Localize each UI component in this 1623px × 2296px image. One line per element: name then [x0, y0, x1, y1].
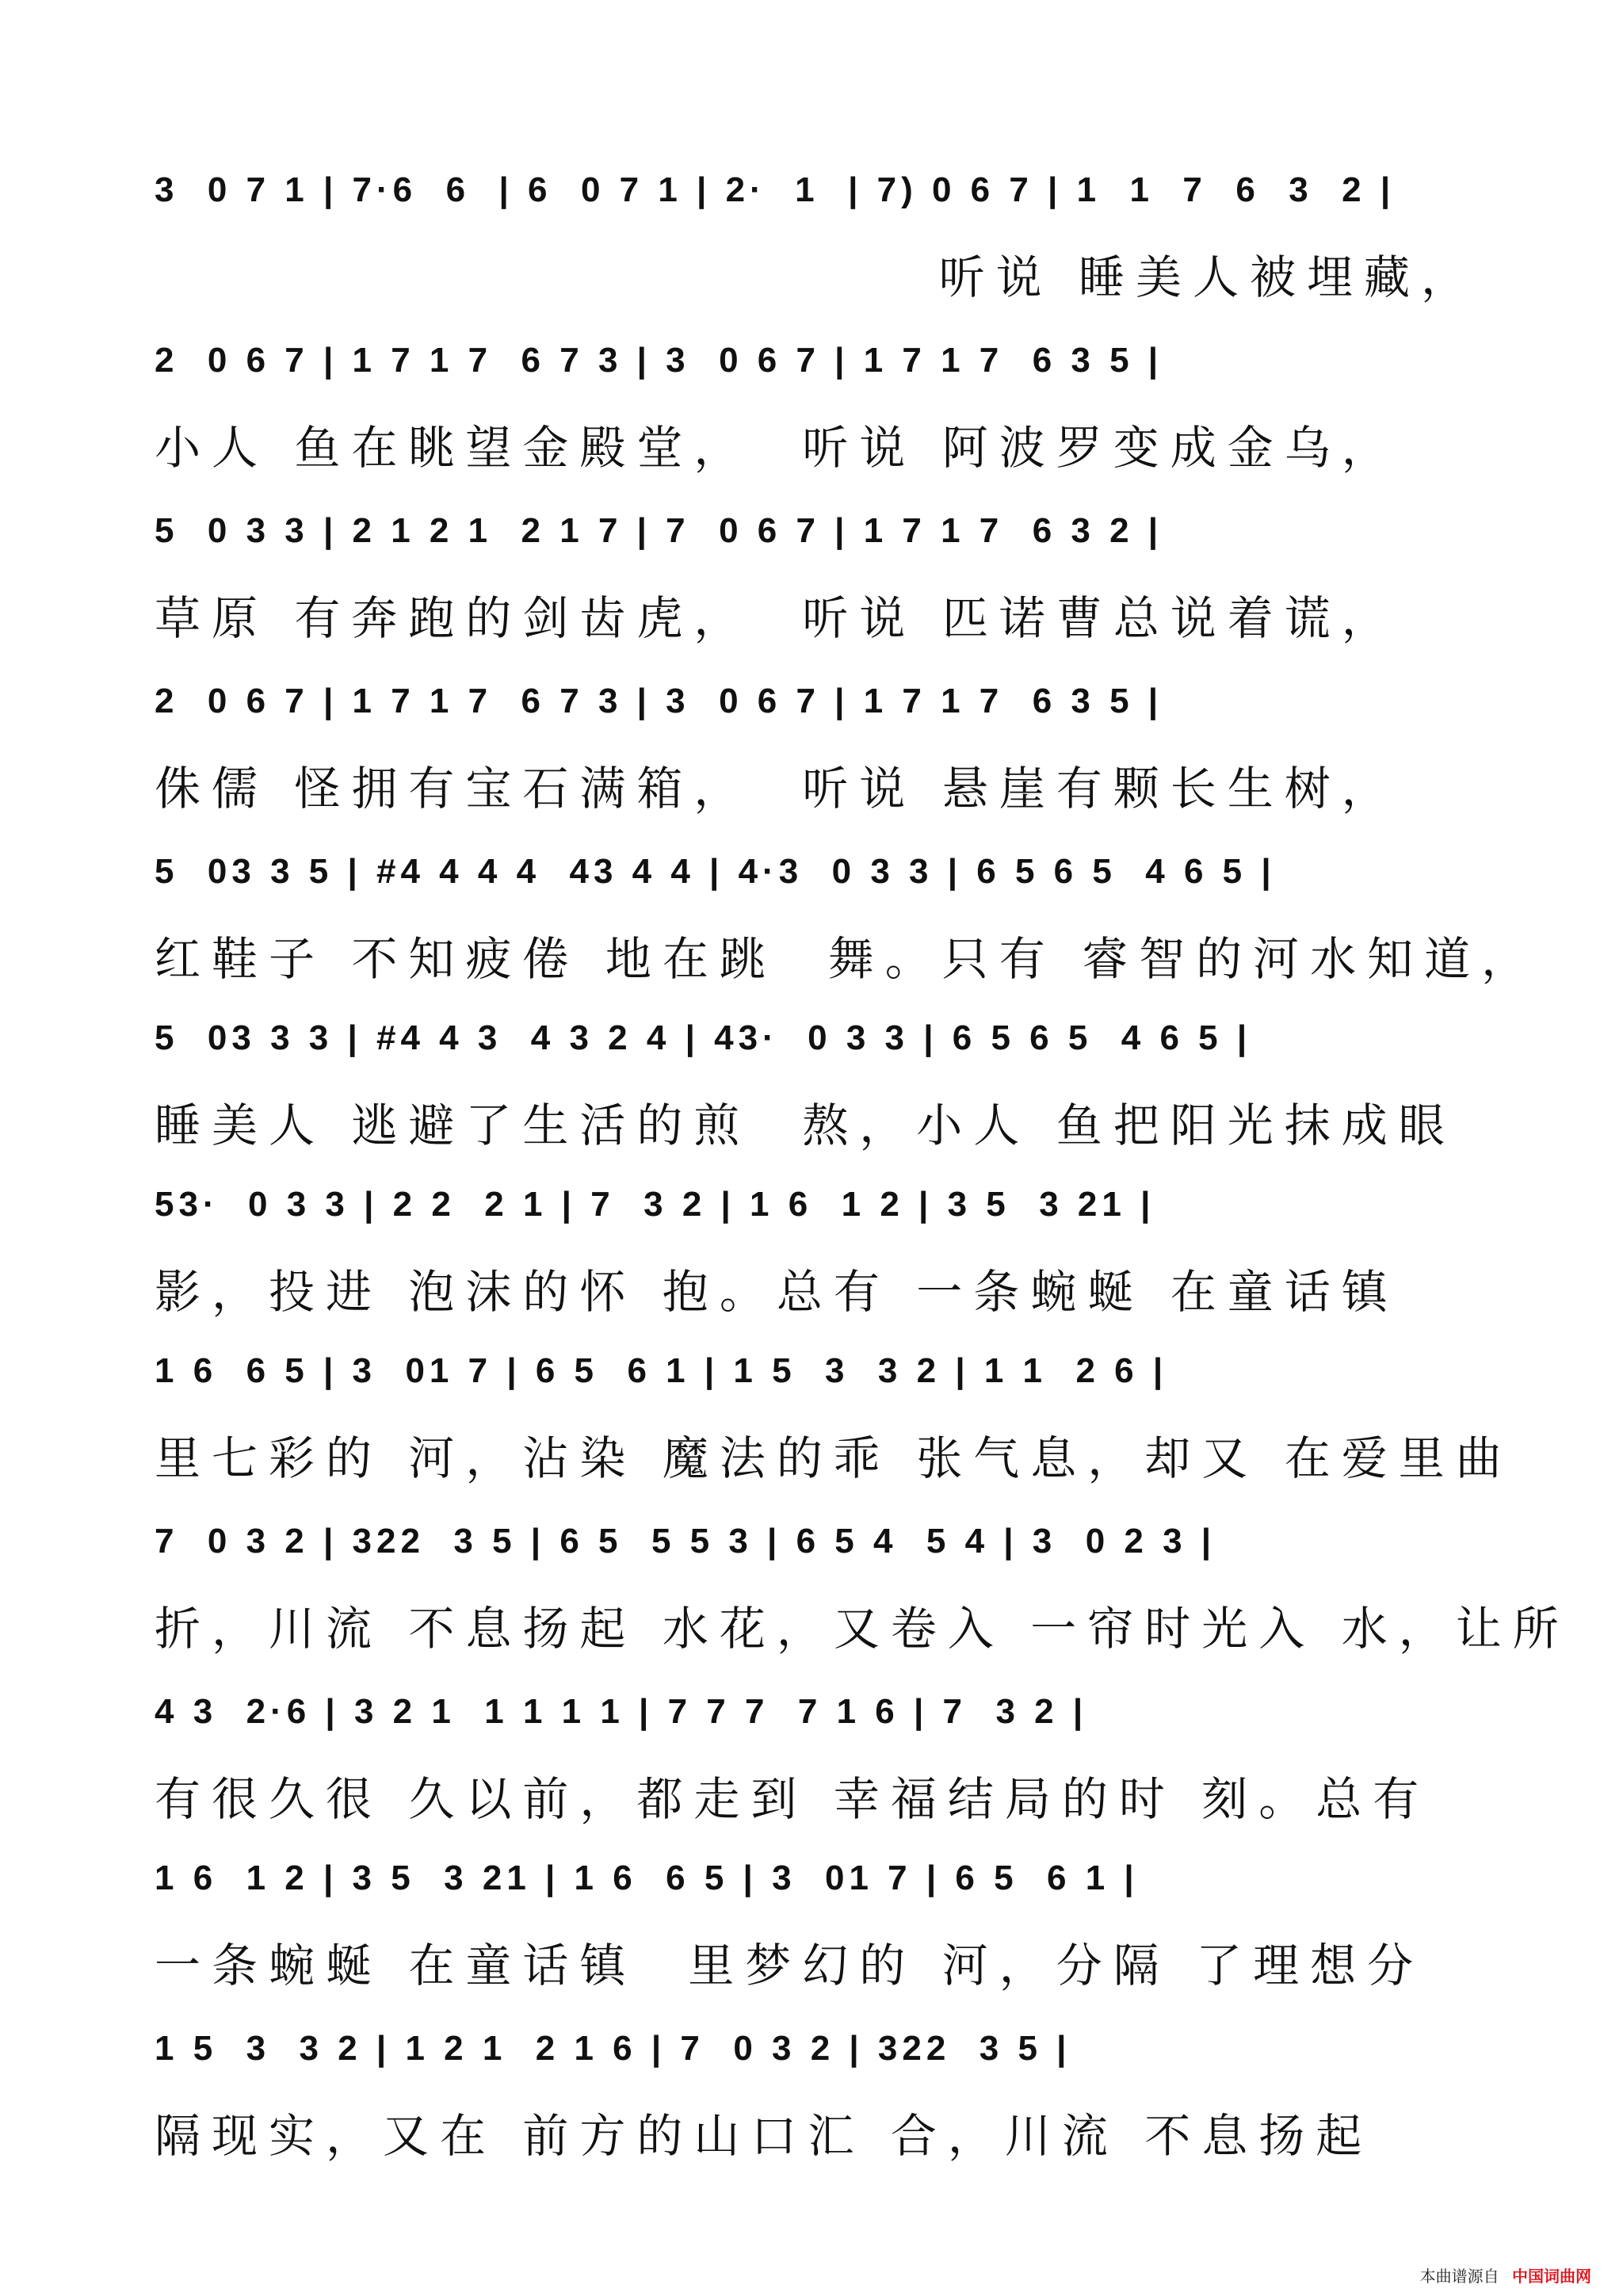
score-system — [155, 159, 1478, 325]
source-footer — [1420, 2264, 1591, 2286]
lyric-line: 草原 有奔跑的剑齿虎， 听说 匹诺曹总说着谎， — [155, 591, 1399, 645]
lyric-line: 侏儒 怪拥有宝石满箱， 听说 悬崖有颗长生树， — [155, 762, 1399, 816]
lyric-line: 一条蜿蜒 在童话镇 里梦幻的 河，分隔 了理想分 — [155, 1939, 1425, 1992]
notation-line: 5 03 3 5 | #4 4 4 4 43 4 4 | 4·3 0 3 3 | 6 5 6 5 4 6 5 | — [155, 852, 1276, 891]
score-system — [155, 670, 1478, 836]
score-system — [155, 1007, 1478, 1173]
lyric-line: 有很久很 久以前，都走到 幸福结局的时 刻。总有 — [155, 1772, 1430, 1826]
lyric-line: 听说 睡美人被埋藏， — [938, 250, 1478, 304]
score-system — [155, 1847, 1478, 2013]
lyric-line: 睡美人 逃避了生活的煎 熬，小人 鱼把阳光抹成眼 — [155, 1098, 1456, 1152]
lyric-line: 小人 鱼在眺望金殿堂， 听说 阿波罗变成金乌， — [155, 421, 1399, 475]
brand-link[interactable]: 中国词曲网 — [1512, 2267, 1591, 2286]
lyric-line: 隔现实，又在 前方的山口汇 合，川流 不息扬起 — [155, 2109, 1373, 2163]
notation-line: 3 0 7 1 | 7·6 6 | 6 0 7 1 | 2· 1 | 7) 0 6 7 | 1 1 7 6 3 2 | — [155, 170, 1396, 209]
notation-line: 1 6 6 5 | 3 01 7 | 6 5 6 1 | 1 5 3 3 2 | 1 1 2 6 | — [155, 1351, 1168, 1390]
notation-line: 1 5 3 3 2 | 1 2 1 2 1 6 | 7 0 3 2 | 322 3 5 | — [155, 2029, 1071, 2068]
score-system — [155, 1173, 1478, 1339]
score-system — [155, 329, 1478, 495]
notation-line: 2 0 6 7 | 1 7 1 7 6 7 3 | 3 0 6 7 | 1 7 1 7 6 3 5 | — [155, 341, 1163, 380]
source-label: 本曲谱源自 — [1419, 2267, 1499, 2286]
lyric-line: 红鞋子 不知疲倦 地在跳 舞。只有 睿智的河水知道， — [155, 932, 1539, 986]
notation-line: 53· 0 3 3 | 2 2 2 1 | 7 3 2 | 1 6 1 2 | 3 5 3 21 | — [155, 1185, 1155, 1224]
lyric-line: 影，投进 泡沫的怀 抱。总有 一条蜿蜒 在童话镇 — [155, 1265, 1399, 1319]
lyric-line: 折，川流 不息扬起 水花，又卷入 一帘时光入 水，让所 — [155, 1602, 1570, 1656]
score-system — [155, 2017, 1478, 2183]
notation-line: 5 0 3 3 | 2 1 2 1 2 1 7 | 7 0 6 7 | 1 7 1 7 6 3 2 | — [155, 511, 1163, 550]
score-system — [155, 1339, 1513, 1506]
score-system — [155, 499, 1478, 666]
score-system — [155, 1680, 1478, 1847]
notation-line: 2 0 6 7 | 1 7 1 7 6 7 3 | 3 0 6 7 | 1 7 1 7 6 3 5 | — [155, 682, 1163, 720]
notation-line: 4 3 2·6 | 3 2 1 1 1 1 1 | 7 7 7 7 1 6 | 7 3 2 | — [155, 1692, 1088, 1731]
notation-line: 7 0 3 2 | 322 3 5 | 6 5 5 5 3 | 6 5 4 5 4 | 3 0 2 3 | — [155, 1522, 1216, 1561]
lyric-line: 里七彩的 河，沾染 魔法的乖 张气息，却又 在爱里曲 — [155, 1431, 1513, 1485]
score-system — [155, 840, 1539, 1007]
notation-line: 5 03 3 3 | #4 4 3 4 3 2 4 | 43· 0 3 3 | 6 5 6 5 4 6 5 | — [155, 1018, 1252, 1057]
notation-line: 1 6 1 2 | 3 5 3 21 | 1 6 6 5 | 3 01 7 | 6 5 6 1 | — [155, 1859, 1139, 1897]
score-system — [155, 1510, 1570, 1676]
